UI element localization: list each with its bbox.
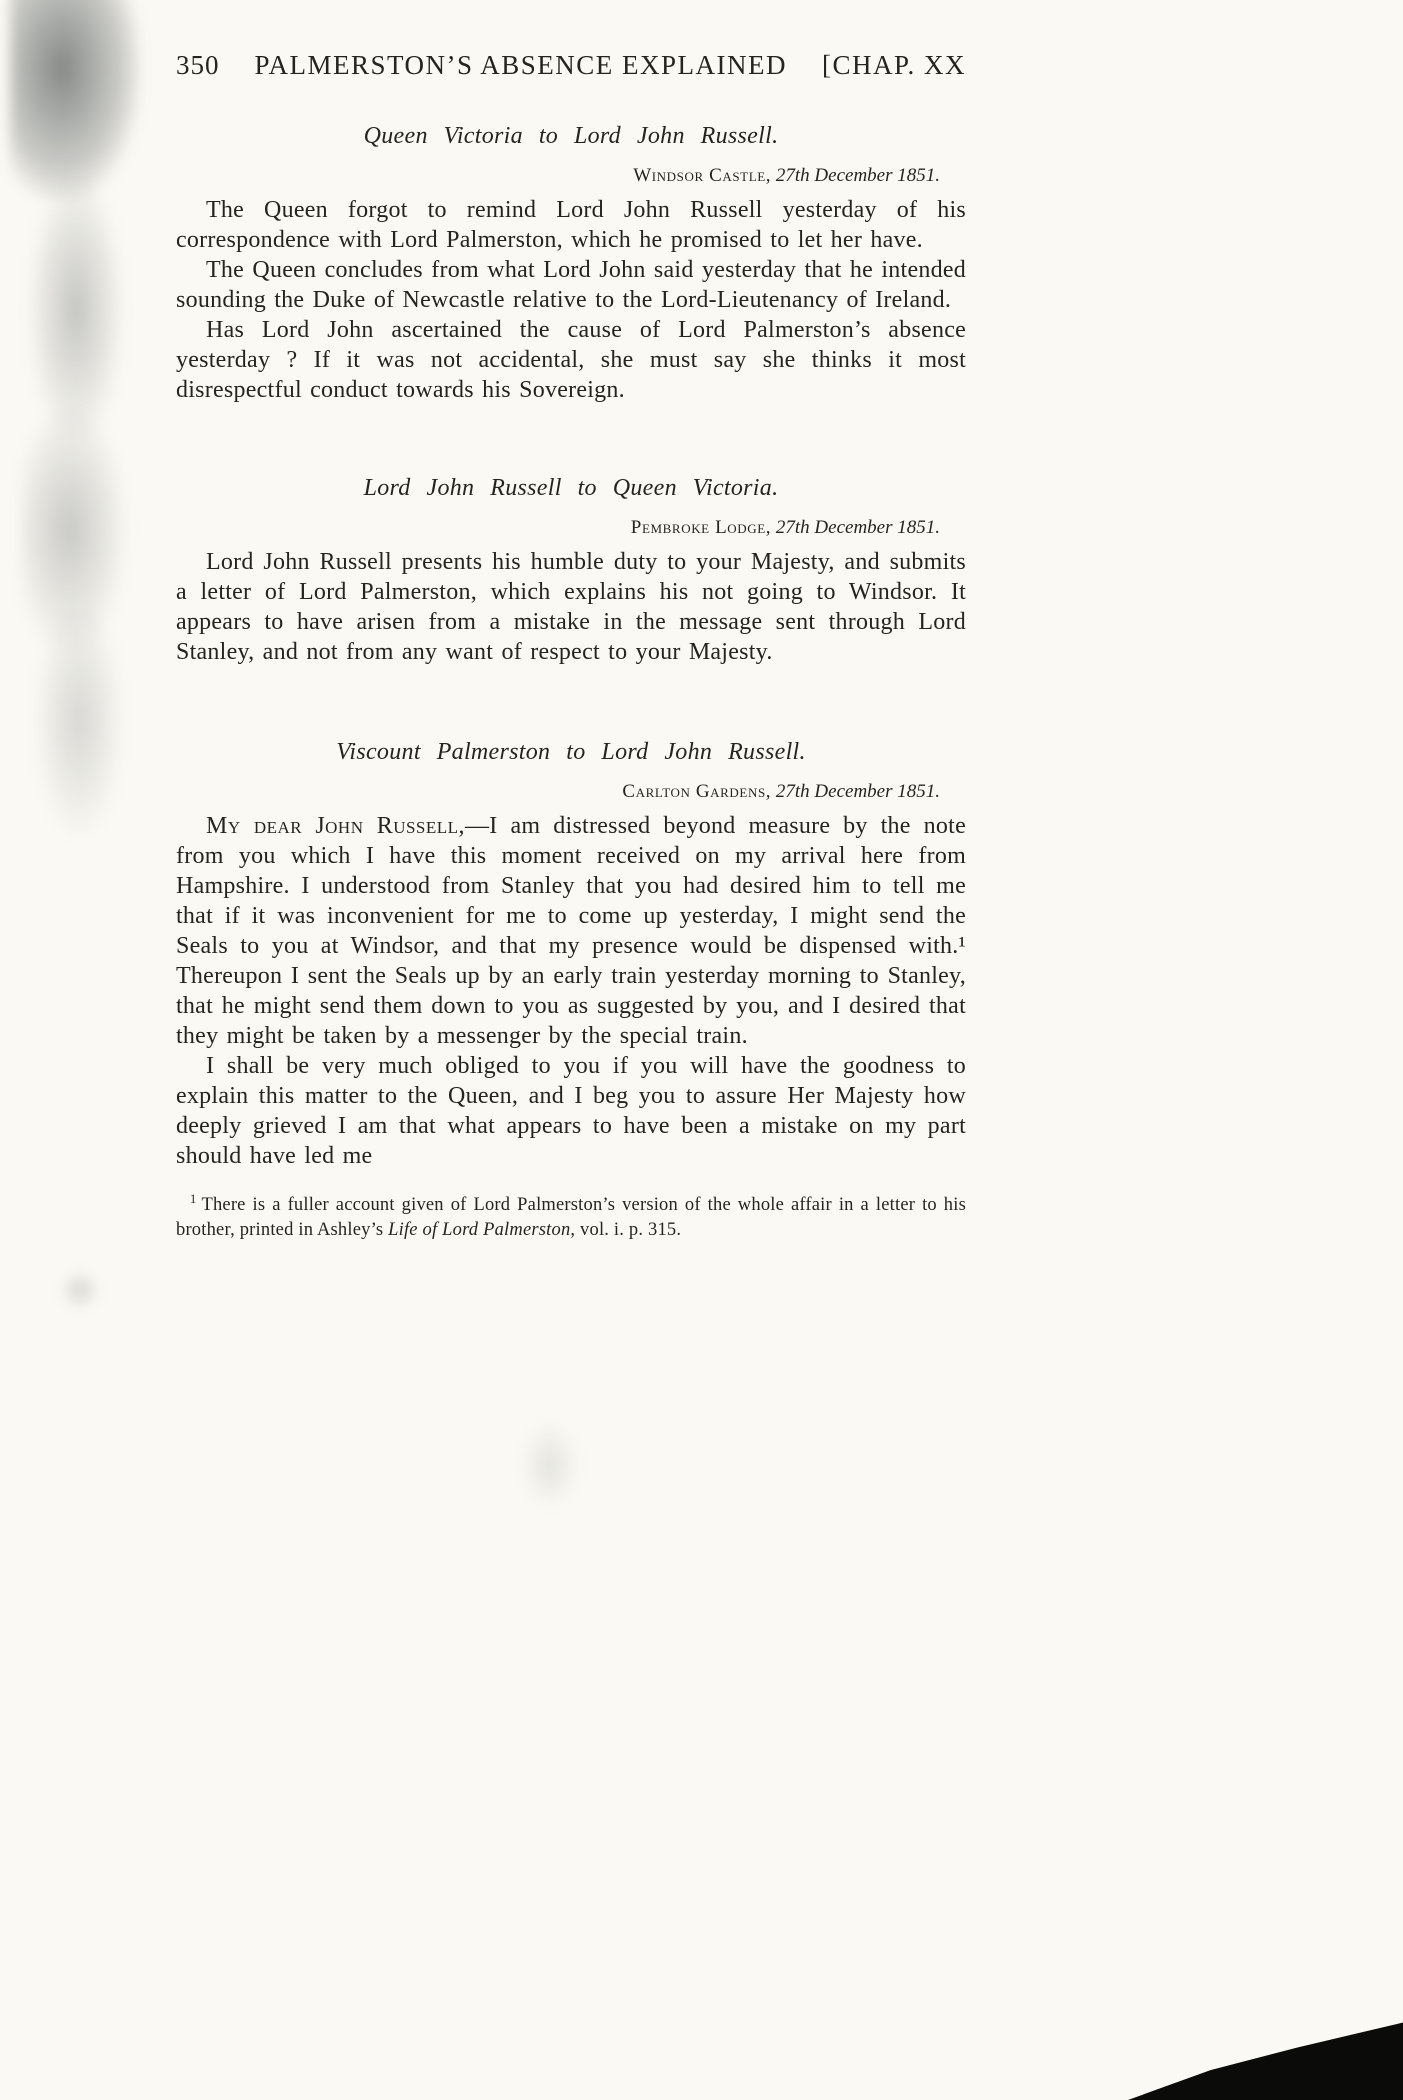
paragraph: The Queen concludes from what Lord John said yesterday that he intended sounding the Duke of Newcastle relative to the Lord-Lieutenancy of Ireland. — [176, 257, 966, 313]
dateline-date: 27th December 1851. — [775, 517, 940, 538]
letter-heading: Lord John Russell to Queen Victoria. — [363, 475, 779, 501]
paragraph: Lord John Russell presents his humble duty to your Majesty, and submits a letter of Lord Palmerston, which explains his not going to Windsor. It appears to have arisen from a mistake in the message sent through Lord Stanley, and not from any want of respect to your Majesty. — [176, 549, 966, 665]
chapter-ref: [CHAP. XX — [821, 50, 966, 80]
scan-smudge — [60, 1270, 100, 1310]
footnote-text: , vol. i. p. 315. — [570, 1220, 682, 1240]
page-content — [176, 50, 966, 1262]
page-curl-artifact — [1128, 2012, 1403, 2100]
letter-body — [176, 547, 966, 667]
footnote-text: There is a fuller account given of Lord Palmerston’s version of the whole affair in a letter to his brother, printed in Ashley’s — [176, 1195, 966, 1240]
scan-smudge — [26, 170, 126, 450]
dateline-place: Pembroke Lodge, — [630, 517, 772, 538]
paragraph: The Queen forgot to remind Lord John Russell yesterday of his correspondence with Lord Palmerston, which he promised to let her have. — [176, 197, 966, 253]
paragraph: I shall be very much obliged to you if you will have the goodness to explain this matter to the Queen, and I beg you to assure Her Majesty how deeply grieved I am that what appears to have been a mistake on my part should have led me — [176, 1053, 966, 1169]
dateline-date: 27th December 1851. — [775, 781, 940, 802]
footnote-book-title: Life of Lord Palmerston — [388, 1220, 571, 1240]
footnote — [176, 1193, 966, 1243]
dateline — [176, 781, 966, 803]
scan-smudge — [34, 600, 124, 840]
letter-body — [176, 811, 966, 1171]
salutation: My dear John Russell, — [206, 813, 466, 839]
letter-heading: Viscount Palmerston to Lord John Russell. — [336, 739, 806, 765]
running-title: PALMERSTON’S ABSENCE EXPLAINED — [254, 50, 788, 80]
scan-smudge — [10, 0, 140, 200]
dateline — [176, 517, 966, 539]
paragraph: Has Lord John ascertained the cause of Lord Palmerston’s absence yesterday ? If it was not accidental, she must say she thinks it most disrespectful conduct towards his Sovereign. — [176, 317, 966, 403]
page-number: 350 — [176, 50, 220, 80]
letter-body — [176, 195, 966, 405]
paragraph — [176, 811, 966, 1051]
dateline-place: Carlton Gardens, — [622, 781, 772, 802]
dateline — [176, 165, 966, 187]
paragraph-text: —I am distressed beyond measure by the note from you which I have this moment received on my arrival here from Hampshire. I understood from Stanley that you had desired him to tell me that if it was inconvenient for me to come up yesterday, I might send the Seals to you at Windsor, and that my presence would be dispensed with.¹ Thereupon I sent the Seals up by an early train yesterday morning to Stanley, that he might send them down to you as suggested by you, and I desired that they might be taken by a messenger by the special train. — [176, 813, 966, 1049]
letter-russell-to-queen-victoria — [176, 475, 966, 667]
dateline-place: Windsor Castle, — [633, 165, 772, 186]
dateline-date: 27th December 1851. — [775, 165, 940, 186]
letter-heading: Queen Victoria to Lord John Russell. — [363, 123, 779, 149]
scan-smudge — [20, 400, 130, 660]
footnote-marker: 1 — [190, 1191, 197, 1206]
page-header — [176, 50, 966, 81]
letter-queen-victoria-to-russell — [176, 123, 966, 405]
letter-palmerston-to-russell — [176, 739, 966, 1171]
scan-smudge — [520, 1420, 580, 1510]
